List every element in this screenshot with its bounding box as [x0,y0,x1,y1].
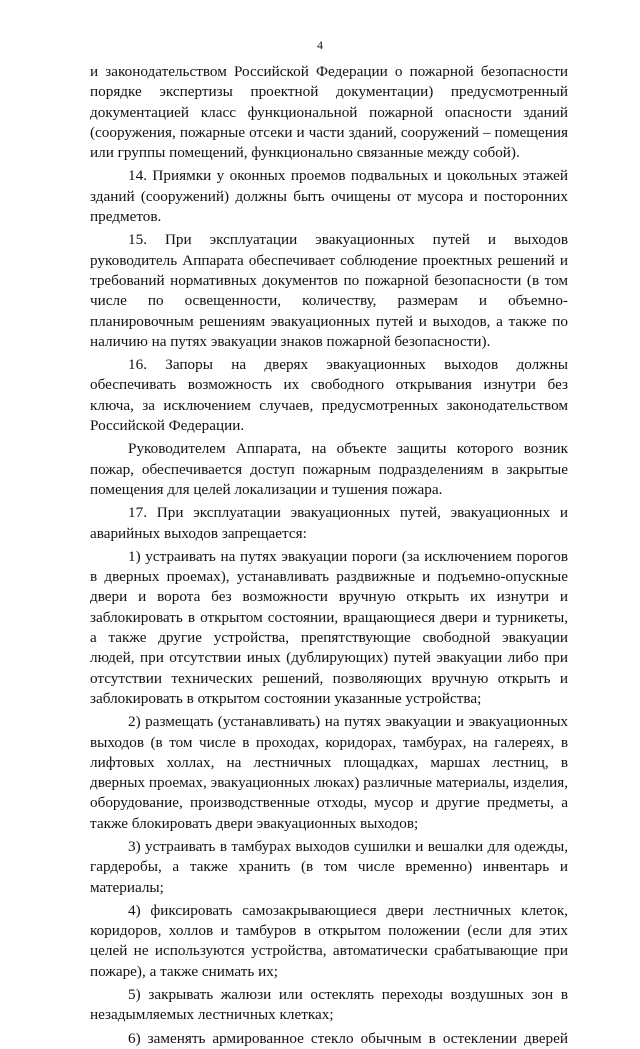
paragraph-16: 16. Запоры на дверях эвакуационных выходов должны обеспечивать возможность их свободного открывания изнутри без ключа, за исключением случаев, предусмотренных законодательством Российской Федерации. [90,356,568,435]
paragraph-continuation: и законодательством Российской Федерации о пожарной безопасности порядке экспертизы проектной документации) предусмотренный документацией класс функциональной пожарной опасности зданий (сооружения, пожарные отсеки и части зданий, сооружений – помещения или группы помещений, функционально связанные между собой). [90,63,568,162]
list-item-5: 5) закрывать жалюзи или остеклять переходы воздушных зон в незадымляемых лестничных клетках; [90,986,568,1024]
paragraph-16-fire-access: Руководителем Аппарата, на объекте защиты которого возник пожар, обеспечивается доступ пожарным подразделениям в закрытые помещения для целей локализации и тушения пожара. [90,440,568,498]
paragraph-17: 17. При эксплуатации эвакуационных путей, эвакуационных и аварийных выходов запрещается: [90,504,568,542]
paragraph-15: 15. При эксплуатации эвакуационных путей и выходов руководитель Аппарата обеспечивает соблюдение проектных решений и требований нормативных документов по пожарной безопасности (в том числе по освещенности, количеству, размерам и объемно-планировочным решениям эвакуационных путей и выходов, а также по наличию на путях эвакуации знаков пожарной безопасности). [90,231,568,350]
list-item-1: 1) устраивать на путях эвакуации пороги (за исключением порогов в дверных проемах), устанавливать раздвижные и подъемно-опускные двери и ворота без возможности вручную открыть их изнутри и заблокировать в открытом состоянии, вращающиеся двери и турникеты, а также другие устройства, препятствующие свободной эвакуации людей, при отсутствии иных (дублирующих) путей эвакуации либо при отсутствии технических решений, позволяющих вручную открыть и заблокировать в открытом состоянии указанные устройства; [90,547,568,707]
list-item-3: 3) устраивать в тамбурах выходов сушилки и вешалки для одежды, гардеробы, а также хранить (в том числе временно) инвентарь и материалы; [90,837,568,896]
list-item-4: 4) фиксировать самозакрывающиеся двери лестничных клеток, коридоров, холлов и тамбуров в открытом положении (если для этих целей не используются устройства, автоматически срабатывающие при пожаре), а также снимать их; [90,901,568,980]
list-item-2: 2) размещать (устанавливать) на путях эвакуации и эвакуационных выходов (в том числе в проходах, коридорах, тамбурах, на галереях, в лифтовых холлах, на лестничных площадках, маршах лестниц, в дверных проемах, эвакуационных люках) различные материалы, изделия, оборудование, производственные отходы, мусор и другие предметы, а также блокировать двери эвакуационных выходов; [90,713,568,832]
paragraph-14: 14. Приямки у оконных проемов подвальных и цокольных этажей зданий (сооружений) должны быть очищены от мусора и посторонних предметов. [90,167,568,226]
list-item-6: 6) заменять армированное стекло обычным в остеклении дверей [128,1029,568,1047]
page-number: 4 [317,38,323,52]
document-body [90,62,568,1049]
